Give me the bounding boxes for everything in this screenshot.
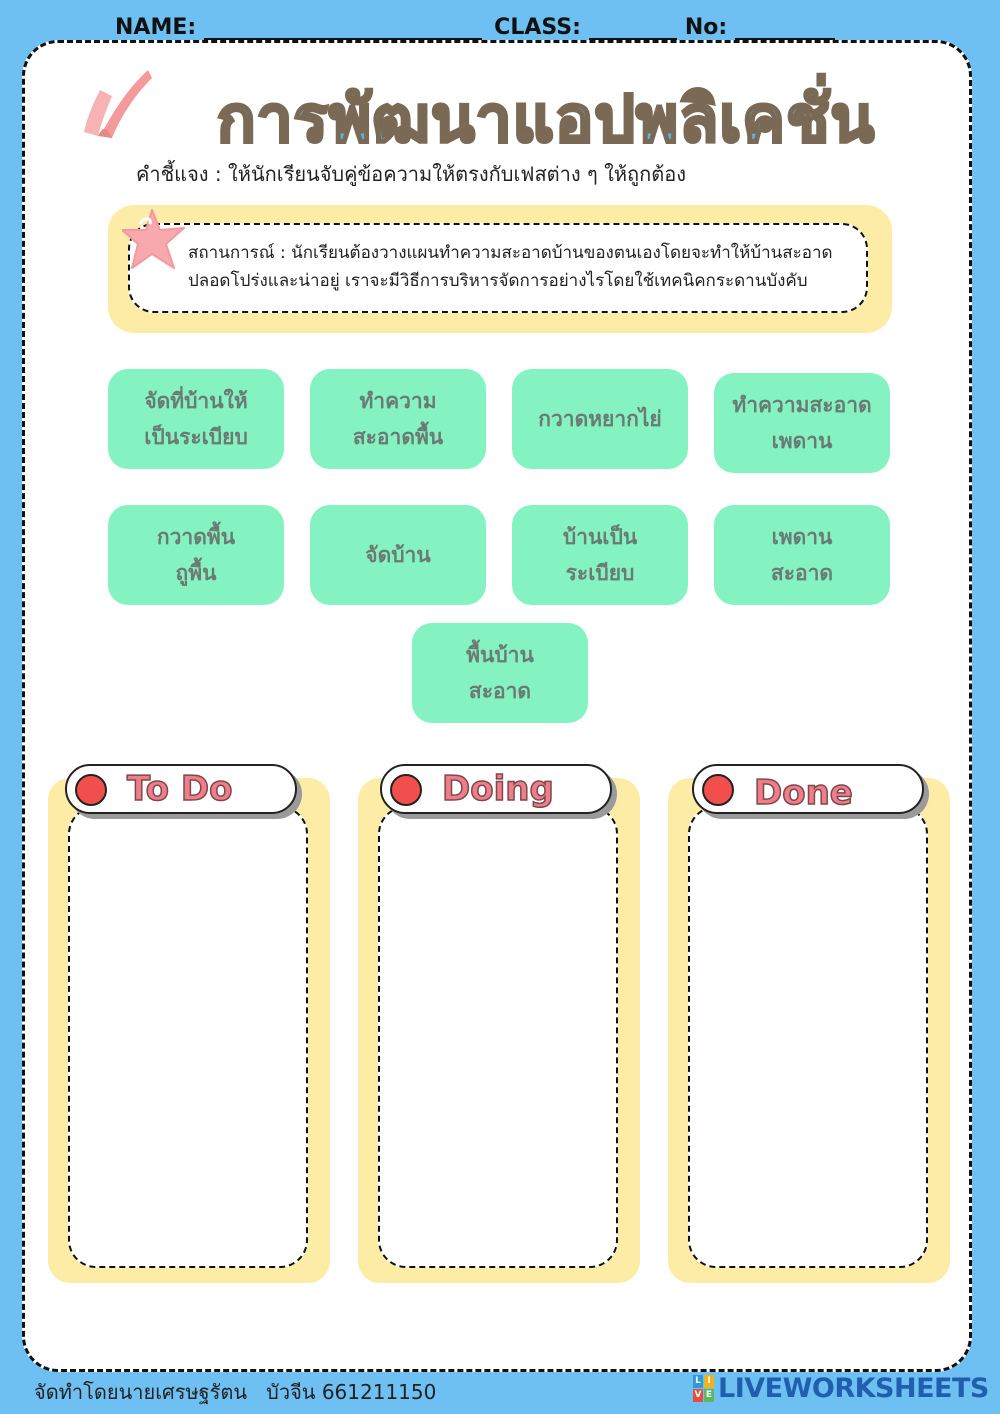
- logo-letter: E: [705, 1390, 713, 1400]
- liveworksheets-logo-icon: [693, 1375, 714, 1402]
- column-todo: [48, 778, 330, 1283]
- star-icon: [122, 208, 192, 274]
- status-dot-icon: [390, 774, 422, 806]
- scenario-text-box: [128, 223, 868, 313]
- instruction-text: คำชี้แจง : ให้นักเรียนจับคู่ข้อความให้ตรงกับเฟสต่าง ๆ ให้ถูกต้อง: [136, 162, 687, 186]
- card-clean-ceiling[interactable]: ทำความสะอาด เพดาน: [714, 373, 890, 473]
- column-header-doing: [380, 764, 612, 814]
- liveworksheets-logo[interactable]: [693, 1373, 989, 1404]
- status-dot-icon: [75, 774, 107, 806]
- dropzone-doing[interactable]: [378, 806, 618, 1268]
- card-ceiling-clean[interactable]: เพดาน สะอาด: [714, 505, 890, 605]
- class-label: CLASS:: [494, 15, 581, 40]
- card-tidy-house[interactable]: จัดบ้าน: [310, 505, 486, 605]
- logo-letter: V: [694, 1390, 702, 1400]
- column-title-todo: To Do: [127, 769, 233, 809]
- card-house-organized[interactable]: บ้านเป็น ระเบียบ: [512, 505, 688, 605]
- card-floor-clean[interactable]: พื้นบ้าน สะอาด: [412, 623, 588, 723]
- no-field[interactable]: [735, 14, 835, 40]
- no-label: No:: [684, 15, 728, 40]
- scenario-line-2: ปลอดโปร่งและน่าอยู่ เราจะมีวิธีการบริหารจัดการอย่างไรโดยใช้เทคนิคกระดานบังคับ: [188, 271, 808, 291]
- column-done: [668, 778, 950, 1283]
- card-clean-floor[interactable]: ทำความ สะอาดพื้น: [310, 369, 486, 469]
- logo-letter: I: [704, 1375, 714, 1388]
- column-doing: [358, 778, 640, 1283]
- class-field[interactable]: [589, 14, 677, 40]
- card-sweep-cobwebs[interactable]: กวาดหยากไย่: [512, 369, 688, 469]
- name-field[interactable]: [204, 14, 482, 40]
- status-dot-icon: [702, 774, 734, 806]
- scenario-line-1: สถานการณ์ : นักเรียนต้องวางแผนทำความสะอาดบ้านของตนเองโดยจะทำให้บ้านสะอาด: [188, 243, 833, 263]
- liveworksheets-brand: LIVEWORKSHEETS: [718, 1373, 989, 1404]
- page-title: การพัฒนาแอปพลิเคชั่น: [216, 83, 876, 157]
- column-title-doing: Doing: [442, 769, 554, 809]
- author-credit: จัดทำโดยนายเศรษฐรัตน บัวจีน 661211150: [34, 1380, 437, 1404]
- student-info-header: [115, 4, 835, 40]
- column-title-done: Done: [754, 773, 853, 813]
- dropzone-todo[interactable]: [68, 806, 308, 1268]
- scenario-panel: [108, 205, 892, 333]
- column-header-done: [692, 764, 924, 814]
- card-sweep-mop-floor[interactable]: กวาดพื้น ถูพื้น: [108, 505, 284, 605]
- dropzone-done[interactable]: [688, 806, 928, 1268]
- ribbon-icon: [78, 62, 154, 142]
- column-header-todo: [65, 764, 297, 814]
- logo-letter: L: [693, 1375, 703, 1388]
- card-organize-house[interactable]: จัดที่บ้านให้ เป็นระเบียบ: [108, 369, 284, 469]
- name-label: NAME:: [115, 15, 197, 40]
